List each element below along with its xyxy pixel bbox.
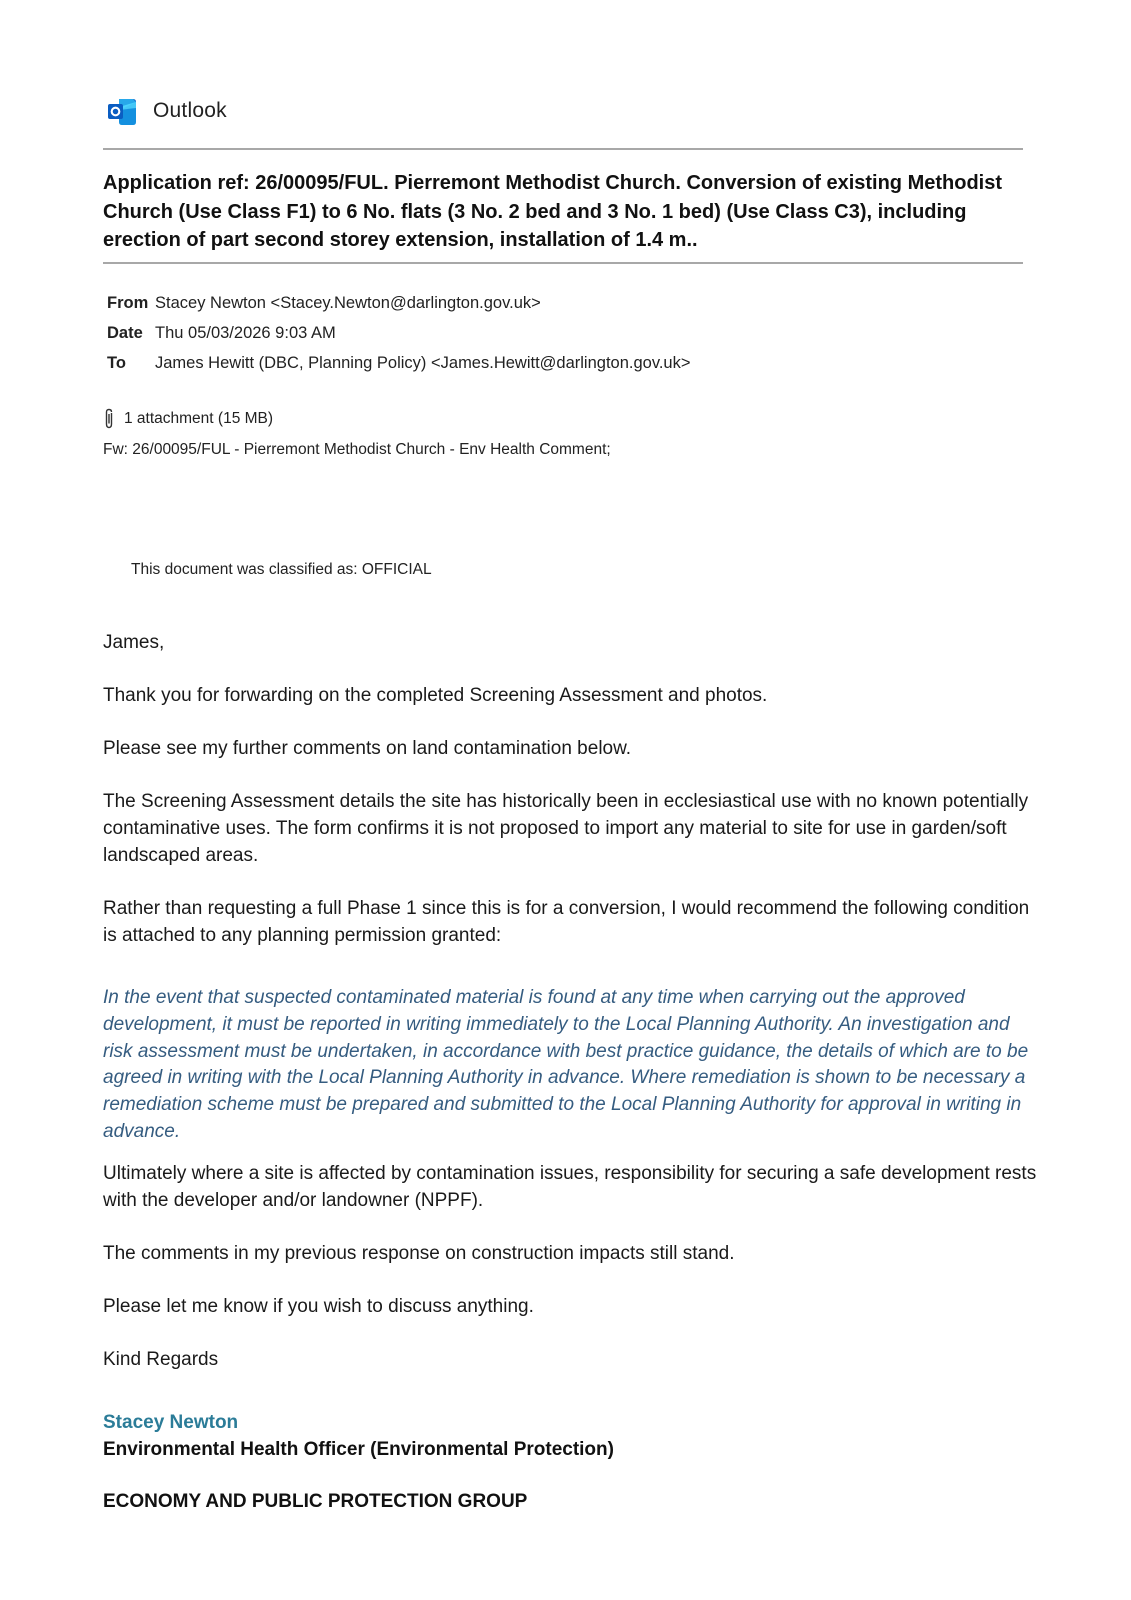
signature-title: Environmental Health Officer (Environmental Protection) bbox=[103, 1439, 614, 1460]
paragraph-further-comments: Please see my further comments on land contamination below. bbox=[103, 738, 632, 759]
outlook-header bbox=[106, 94, 227, 128]
attachment-summary[interactable] bbox=[103, 408, 273, 430]
from-label: From bbox=[107, 294, 149, 312]
outlook-logo-icon bbox=[106, 95, 138, 127]
paragraph-screening: The Screening Assessment details the site has historically been in ecclesiastical use with no known potentially contaminative uses. The form confirms it is not proposed to import any material to site for use in garden/soft landscaped areas. bbox=[103, 791, 1029, 866]
signature-name: Stacey Newton bbox=[103, 1412, 239, 1433]
planning-condition: In the event that suspected contaminated material is found at any time when carrying out the approved development, it must be reported in writing immediately to the Local Planning Authority. An investigation and risk assessment must be undertaken, in accordance with best practice guidance, the details of which are to be agreed in writing with the Local Planning Authority in advance. Where remediation is shown to be necessary a remediation scheme must be prepared and submitted to the Local Planning Authority for approval in writing in advance. bbox=[103, 987, 1029, 1142]
from-row bbox=[107, 288, 691, 318]
to-value[interactable]: James Hewitt (DBC, Planning Policy) <James.Hewitt@darlington.gov.uk> bbox=[155, 354, 691, 372]
paragraph-thanks: Thank you for forwarding on the completed Screening Assessment and photos. bbox=[103, 685, 768, 706]
header-divider bbox=[103, 148, 1023, 150]
date-label: Date bbox=[107, 324, 143, 342]
to-label: To bbox=[107, 354, 126, 372]
paragraph-responsibility: Ultimately where a site is affected by contamination issues, responsibility for securing a safe development rests with the developer and/or landowner (NPPF). bbox=[103, 1163, 1037, 1211]
to-row bbox=[107, 348, 691, 378]
date-row bbox=[107, 318, 691, 348]
paragraph-discuss: Please let me know if you wish to discuss anything. bbox=[103, 1296, 534, 1317]
subject-divider bbox=[103, 262, 1023, 264]
attachment-name[interactable]: Fw: 26/00095/FUL - Pierremont Methodist Church - Env Health Comment; bbox=[103, 441, 611, 458]
sign-off: Kind Regards bbox=[103, 1349, 219, 1370]
greeting: James, bbox=[103, 632, 165, 653]
attachment-count: 1 attachment (15 MB) bbox=[124, 410, 274, 427]
from-value[interactable]: Stacey Newton <Stacey.Newton@darlington.gov.uk> bbox=[155, 294, 541, 312]
signature-group: ECONOMY AND PUBLIC PROTECTION GROUP bbox=[103, 1491, 528, 1512]
paragraph-previous-response: The comments in my previous response on construction impacts still stand. bbox=[103, 1243, 735, 1264]
paragraph-recommendation: Rather than requesting a full Phase 1 since this is for a conversion, I would recommend the following condition is attached to any planning permission granted: bbox=[103, 898, 1030, 946]
classification-label: This document was classified as: OFFICIAL bbox=[131, 561, 432, 578]
app-name: Outlook bbox=[153, 99, 227, 122]
date-value: Thu 05/03/2026 9:03 AM bbox=[155, 324, 336, 342]
paperclip-icon bbox=[103, 408, 115, 430]
email-subject: Application ref: 26/00095/FUL. Pierremont Methodist Church. Conversion of existing Methodist Church (Use Class F1) to 6 No. flats (3 No. 2 bed and 3 No. 1 bed) (Use Class C3), including erection of part second storey extension, installation of 1.4 m.. bbox=[103, 172, 1003, 251]
email-meta bbox=[107, 288, 691, 378]
